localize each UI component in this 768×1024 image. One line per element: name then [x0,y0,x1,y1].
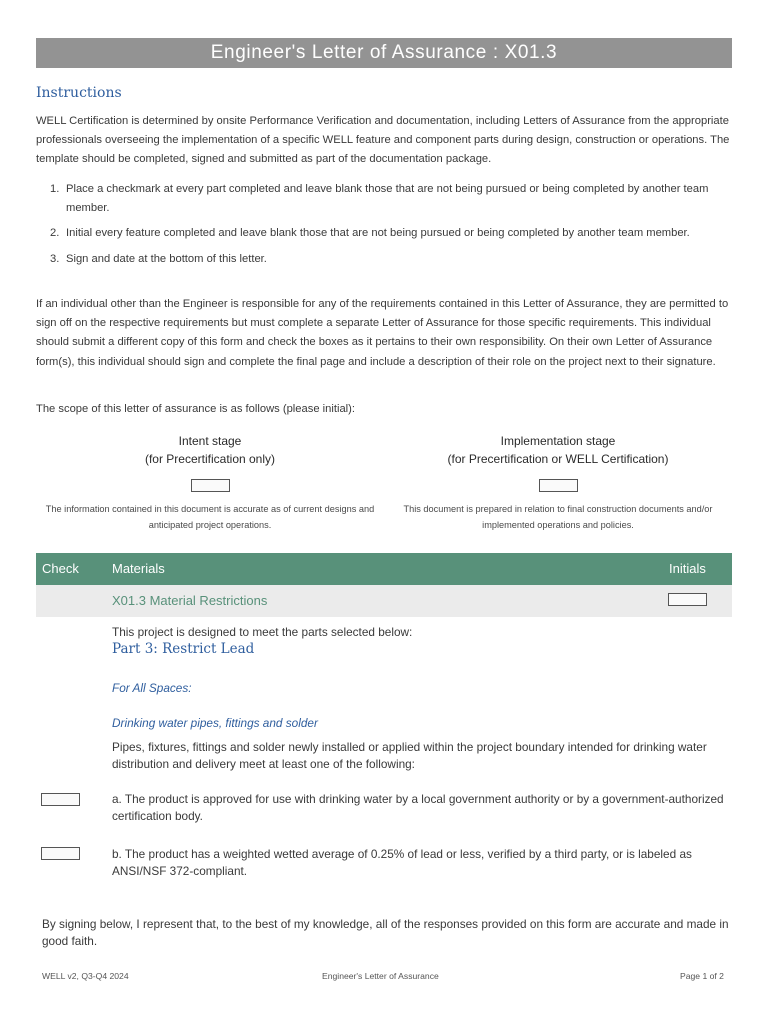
footer-version: WELL v2, Q3-Q4 2024 [42,971,129,981]
instruction-step [36,180,732,218]
designed-text: This project is designed to meet the parts selected below: [112,625,413,639]
individual-note: If an individual other than the Engineer is responsible for any of the requirements contained in this Letter of Assurance, they are permitted to sign off on the respective requirements but must complete a separate Letter of Assurance for those specific requirements. This individual should submit a different copy of this form and check the boxes as it pertains to their own responsibility. On their own Letter of Assurance form(s), this individual should sign and complete the final page and include a description of their role on the project next to their signature. [36,298,729,368]
footer-page-number: Page 1 of 2 [680,971,724,981]
option-a-text: a. The product is approved for use with drinking water by a local government authority or by a government-authorized certification body. [112,792,724,823]
implementation-initial-box[interactable] [539,479,578,492]
feature-section-row [36,585,732,617]
instruction-steps [36,180,732,275]
implementation-stage-note: This document is prepared in relation to final construction documents and/or implemented operations and policies. [403,504,713,530]
intent-initial-box[interactable] [191,479,230,492]
step-number: 3. [50,252,60,265]
requirement-subheading: Drinking water pipes, fittings and solder [112,716,318,730]
table-header [36,553,732,585]
implementation-stage [393,432,723,533]
step-number: 1. [50,183,60,195]
option-a-checkbox[interactable] [41,793,80,806]
scope-text: The scope of this letter of assurance is as follows (please initial): [36,403,355,415]
instructions-intro: WELL Certification is determined by onsite Performance Verification and documentation, including Letters of Assurance from the appropriate professionals overseeing the implementation of a specific WELL feature and component parts during design, construction or operations. The template should be completed, signed and submitted as part of the documentation package. [36,115,730,166]
intent-stage-title: Intent stage [178,434,242,448]
spaces-label: For All Spaces: [112,681,192,695]
step-number: 2. [50,227,60,240]
signing-statement: By signing below, I represent that, to the best of my knowledge, all of the responses provided on this form are accurate and made in good faith. [42,917,729,948]
option-b-text: b. The product has a weighted wetted average of 0.25% of lead or less, verified by a third party, or is labeled as ANSI/NSF 372-compliant. [112,847,692,878]
requirement-text: Pipes, fixtures, fittings and solder newly installed or applied within the project boundary intended for drinking water distribution and delivery meet at least one of the following: [112,740,707,771]
step-text: Place a checkmark at every part completed and leave blank those that are not being pursued or being completed by another team member. [66,183,709,215]
intent-stage-note: The information contained in this document is accurate as of current designs and anticipated project operations. [45,504,375,530]
part-heading: Part 3: Restrict Lead [112,641,255,657]
initials-column-header: Initials [669,561,706,576]
step-text: Initial every feature completed and leave blank those that are not being pursued or being completed by another team member. [66,227,690,240]
document-title: Engineer's Letter of Assurance : X01.3 [36,38,732,68]
instruction-step [36,250,732,269]
materials-column-header: Materials [112,561,165,576]
instruction-step [36,224,732,243]
option-b-checkbox[interactable] [41,847,80,860]
intent-stage [45,432,375,533]
implementation-stage-subtitle: (for Precertification or WELL Certification) [447,452,669,466]
intent-stage-subtitle: (for Precertification only) [144,452,276,466]
feature-initials-box[interactable] [668,593,707,606]
feature-section-title: X01.3 Material Restrictions [112,593,268,608]
step-text: Sign and date at the bottom of this letter. [66,252,267,265]
implementation-stage-title: Implementation stage [500,434,616,448]
check-column-header: Check [42,561,79,576]
footer-document-name: Engineer's Letter of Assurance [322,971,439,981]
instructions-heading: Instructions [36,85,122,101]
